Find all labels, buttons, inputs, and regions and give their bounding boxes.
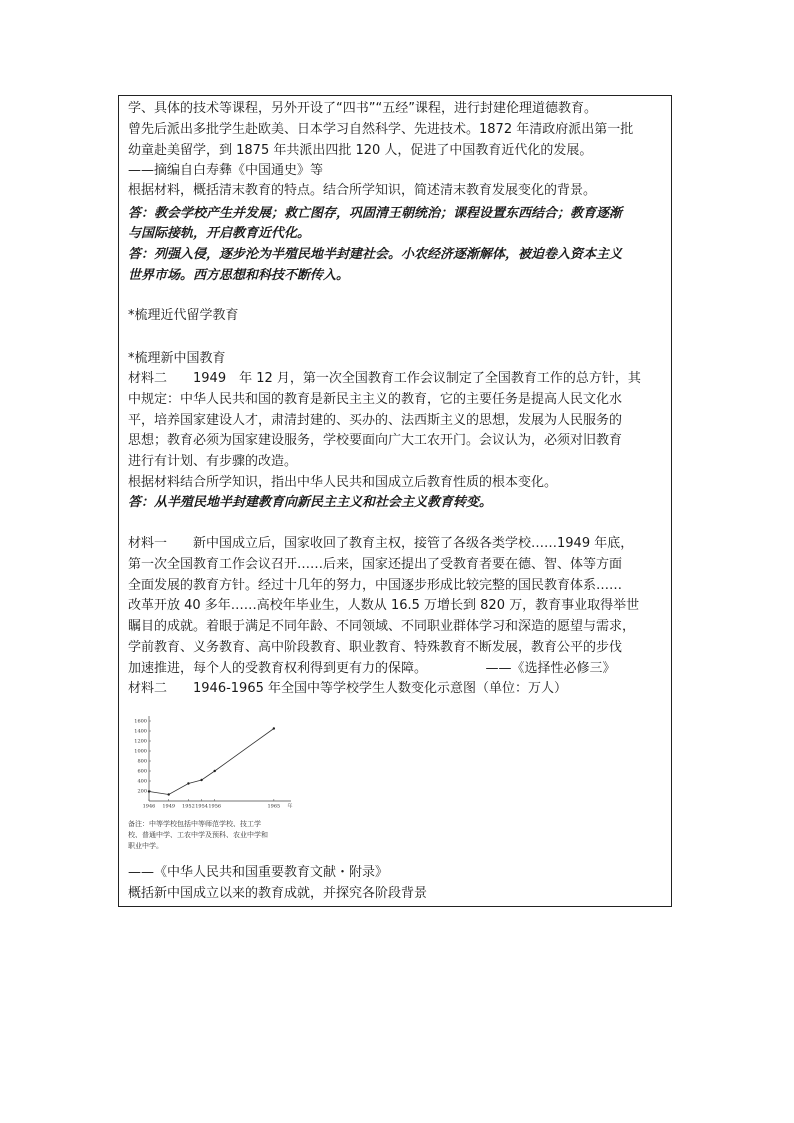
chart-note: 职业中学。 (128, 842, 163, 850)
y-tick-label: 600 (137, 768, 147, 775)
x-tick-label: 1952 (182, 803, 195, 810)
x-tick-label: 1946 (142, 803, 156, 810)
y-tick-label: 1400 (134, 728, 147, 735)
text-line: 思想；教育必须为国家建设服务，学校要面向广大工农开门。会议认为，必须对旧教育 (128, 433, 623, 448)
data-point (273, 727, 275, 729)
data-point (168, 793, 170, 795)
text-line: 全面发展的教育方针。经过十几年的努力，中国逐步形成比较完整的国民教育体系…… (128, 578, 623, 593)
text-line: 进行有计划、有步骤的改造。 (128, 454, 298, 469)
answer-line: 答：列强入侵，逐步沦为半殖民地半封建社会。小农经济逐渐解体，被迫卷入资本主义 (128, 247, 623, 262)
y-tick-label: 200 (137, 788, 147, 795)
y-tick-label: 400 (137, 778, 147, 785)
question: 概括新中国成立以来的教育成就，并探究各阶段背景 (128, 886, 428, 901)
answer-line: 答：从半殖民地半封建教育向新民主主义和社会主义教育转变。 (128, 495, 493, 510)
text-line: 瞩目的成就。着眼于满足不同年龄、不同领域、不同职业群体学习和深造的愿望与需求， (128, 619, 636, 634)
answer-line: 世界市场。西方思想和科技不断传入。 (128, 268, 350, 283)
text-line: 加速推进，每个人的受教育权利得到更有力的保障。 ——《选择性必修三》 (128, 661, 616, 676)
data-point (200, 779, 202, 781)
source-citation: ——《中华人民共和国重要教育文献・附录》 (128, 865, 389, 880)
answer-line: 答：教会学校产生并发展；救亡图存，巩固清王朝统治；课程设置东西结合；教育逐渐 (128, 206, 623, 221)
question: 根据材料结合所学知识，指出中华人民共和国成立后教育性质的根本变化。 (128, 475, 558, 490)
answer-line: 与国际接轨，开启教育近代化。 (128, 226, 311, 241)
text-line: 第一次全国教育工作会议召开……后来，国家还提出了受教育者要在德、智、体等方面 (128, 557, 623, 572)
y-tick-label: 1000 (134, 748, 147, 755)
x-axis-unit: 年 (287, 803, 293, 810)
text-line: 中规定：中华人民共和国的教育是新民主主义的教育，它的主要任务是提高人民文化水 (128, 392, 623, 407)
document-page (118, 95, 672, 907)
x-tick-label: 1954 (195, 803, 208, 810)
text-line: 学、具体的技术等课程，另外开设了“四书”“五经”课程，进行封建伦理道德教育。 (128, 101, 597, 116)
section-heading: *梳理新中国教育 (128, 351, 226, 366)
source-citation: ——摘编自白寿彝《中国通史》等 (128, 163, 324, 178)
chart-note: 备注：中等学校包括中等师范学校、技工学 (128, 820, 261, 828)
y-tick-label: 1200 (134, 738, 147, 745)
chart-note: 校、普通中学、工农中学及预科、农业中学和 (128, 831, 268, 839)
y-tick-label: 1600 (134, 718, 147, 725)
text-line: 幼童赴美留学，到 1875 年共派出四批 120 人，促进了中国教育近代化的发展。 (128, 143, 593, 158)
y-tick-label: 800 (137, 758, 147, 765)
text-line: 平，培养国家建设人才，肃清封建的、买办的、法西斯主义的思想，发展为人民服务的 (128, 413, 623, 428)
x-tick-label: 1965 (267, 803, 281, 810)
series-line (149, 729, 274, 795)
x-tick-label: 1949 (162, 803, 176, 810)
data-point (148, 790, 150, 792)
data-point (187, 782, 189, 784)
x-tick-label: 1956 (208, 803, 222, 810)
question: 根据材料，概括清末教育的特点。结合所学知识，简述清末教育发展变化的背景。 (128, 183, 597, 198)
text-line: 材料一 新中国成立后，国家收回了教育主权，接管了各级各类学校……1949 年底， (128, 536, 634, 551)
text-line: 学前教育、义务教育、高中阶段教育、职业教育、特殊教育不断发展，教育公平的步伐 (128, 640, 623, 655)
text-line: 曾先后派出多批学生赴欧美、日本学习自然科学、先进技术。1872 年清政府派出第一批 (128, 122, 634, 137)
data-point (214, 770, 216, 772)
chart-caption: 材料二 1946-1965 年全国中等学校学生人数变化示意图（单位：万人） (128, 681, 567, 696)
text-line: 改革开放 40 多年……高校年毕业生，人数从 16.5 万增长到 820 万，教育事业取得举世 (128, 598, 640, 613)
text-line: 材料二 1949 年 12 月，第一次全国教育工作会议制定了全国教育工作的总方针，其 (128, 371, 641, 386)
section-heading: *梳理近代留学教育 (128, 308, 239, 323)
